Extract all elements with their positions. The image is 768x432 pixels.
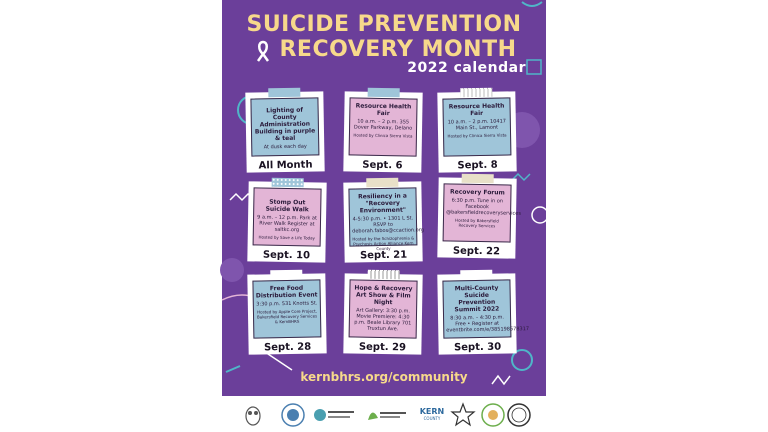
event-detail: 9 a.m. – 12 p.m. Park at River Walk Register at saltkc.org [257,214,317,234]
event-title: Resiliency in a "Recovery Environment" [358,192,408,215]
event-date: Sept. 8 [457,159,498,172]
event-date: Sept. 30 [453,341,502,354]
tape [368,88,400,98]
event-title: Recovery Forum [449,188,505,197]
kern-logo-subtext: COUNTY [423,416,441,421]
event-poster [222,0,546,396]
event-card [437,177,522,258]
event-date: Sept. 28 [263,341,312,354]
event-title: Free Food Distribution Event [255,284,318,300]
tape [368,270,400,280]
event-host: Hosted by Apple Core Project, Bakersfield Recovery Services & KernBHRS [256,308,318,325]
event-card [343,181,422,262]
tape [460,270,492,280]
event-date: Sept. 6 [362,159,403,172]
event-host: Hosted by the Schizophrenia & Psychosis Action Alliance Kern County [352,235,415,252]
event-detail: At dusk each day [263,143,307,151]
event-detail: 10 a.m. – 2 p.m. 355 Dover Parkway, Delano [353,118,413,132]
sponsor-logos [236,402,532,428]
event-title: Lighting of County Administration Building in purple & teal [254,106,316,143]
event-title: Stomp Out Suicide Walk [265,198,309,214]
event-host: Hosted by Clinica Sierra Vista [447,132,507,139]
event-title: Hope & Recovery Art Show & Film Night [354,284,413,307]
event-box [252,279,321,338]
circle-emblem-logo-icon [480,402,506,428]
event-box [250,97,319,156]
tape [268,88,300,98]
kern-county-logo [418,402,446,428]
event-title: Resource Health Fair [355,102,412,118]
star-badge-logo-icon [450,402,476,428]
event-date: Sept. 21 [359,249,408,262]
event-date: Sept. 22 [452,245,501,258]
event-box [349,97,418,156]
event-card [245,91,324,172]
event-date: Sept. 29 [358,341,407,354]
event-detail: 6:30 p.m. Tune in on Facebook @bakersfieldrecoveryservices [446,197,522,217]
community-url: kernbhrs.org/community [300,370,468,384]
tape [270,270,302,280]
round-seal-logo-icon [506,402,532,428]
event-box [443,183,522,242]
event-box [442,279,530,338]
event-box [348,187,424,252]
event-card [437,273,530,354]
tape [366,178,398,188]
poster-title-line2: RECOVERY MONTH [279,37,517,62]
event-box [349,279,418,338]
seal-logo-icon [280,402,306,428]
event-detail: 8:30 a.m. – 4:30 p.m. Free • Register at eventbrite.com/e/385198578317 [446,314,530,334]
event-box [442,97,511,156]
event-box [253,187,322,246]
event-detail: 4-5:30 p.m. • 1301 L St. RSVP to deborah.fabos@ccaction.org [352,215,424,235]
event-card [437,91,516,172]
tape [272,178,304,188]
tape [460,88,492,98]
event-detail: 3:30 p.m. 531 Knotts St. [256,300,318,308]
poster-title-line1: SUICIDE PREVENTION [246,12,522,37]
event-title: Resource Health Fair [448,102,505,118]
event-host: Hosted by Clinica Sierra Vista [353,132,413,139]
tape [462,174,494,184]
event-detail: 10 a.m. – 2 p.m. 10417 Main St., Lamont [447,118,506,132]
event-card [247,181,326,262]
poster-subtitle: 2022 calendar [407,60,526,76]
event-host: Hosted by Bakersfield Recovery Services [455,217,499,229]
event-card [247,273,326,354]
event-date: All Month [258,159,313,172]
event-detail: Art Gallery: 3:30 p.m. Movie Premiere: 4:30 p.m. Beale Library 701 Truxtun Ave. [354,307,412,333]
event-card [343,273,422,354]
event-date: Sept. 10 [262,249,311,262]
behavioral-health-logo-icon [364,402,408,428]
event-card [343,91,422,172]
owl-logo-icon [240,402,266,428]
schizophrenia-alliance-logo-icon [312,402,356,428]
event-title: Multi-County Suicide Prevention Summit 2022 [454,284,500,314]
kern-logo-text: KERN [419,407,445,416]
event-host: Hosted by Save a Life Today [258,234,315,241]
